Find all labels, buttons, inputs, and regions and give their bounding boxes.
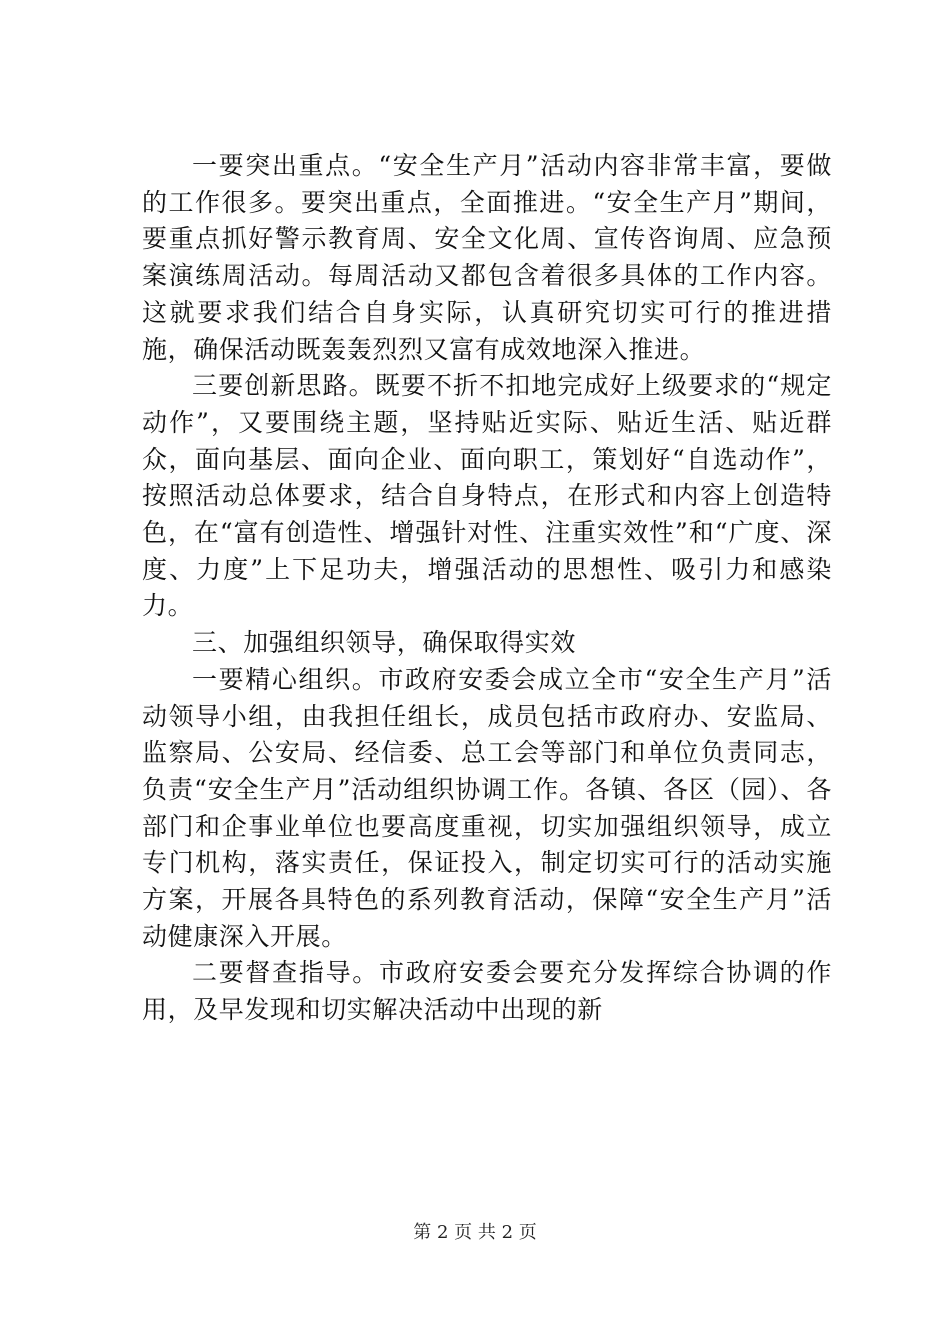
paragraph-innovate-thinking: 三要创新思路。既要不折不扣地完成好上级要求的“规定动作”，又要围绕主题，坚持贴近实际、贴近生活、贴近群众，面向基层、面向企业、面向职工，策划好“自选动作”，按照活动总体要求，结合自身特点，在形式和内容上创造特色，在“富有创造性、增强针对性、注重实效性”和“广度、深度、力度”上下足功夫，增强活动的思想性、吸引力和感染力。 [142,371,832,621]
paragraph-supervision-guidance: 二要督查指导。市政府安委会要充分发挥综合协调的作用，及早发现和切实解决活动中出现的新 [142,958,832,1025]
page-number-footer: 第 2 页 共 2 页 [413,1222,537,1243]
document-body [142,148,832,1029]
section-heading-organization: 三、加强组织领导，确保取得实效 [192,628,577,658]
paragraph-highlight-key-points: 一要突出重点。“安全生产月”活动内容非常丰富，要做的工作很多。要突出重点，全面推进。“安全生产月”期间，要重点抓好警示教育周、安全文化周、宣传咨询周、应急预案演练周活动。每周活动又都包含着很多具体的工作内容。这就要求我们结合自身实际，认真研究切实可行的推进措施，确保活动既轰轰烈烈又富有成效地深入推进。 [142,151,832,364]
paragraph-careful-organization: 一要精心组织。市政府安委会成立全市“安全生产月”活动领导小组，由我担任组长，成员包括市政府办、安监局、监察局、公安局、经信委、总工会等部门和单位负责同志，负责“安全生产月”活动组织协调工作。各镇、各区（园）、各部门和企事业单位也要高度重视，切实加强组织领导，成立专门机构，落实责任，保证投入，制定切实可行的活动实施方案，开展各具特色的系列教育活动，保障“安全生产月”活动健康深入开展。 [142,664,832,951]
